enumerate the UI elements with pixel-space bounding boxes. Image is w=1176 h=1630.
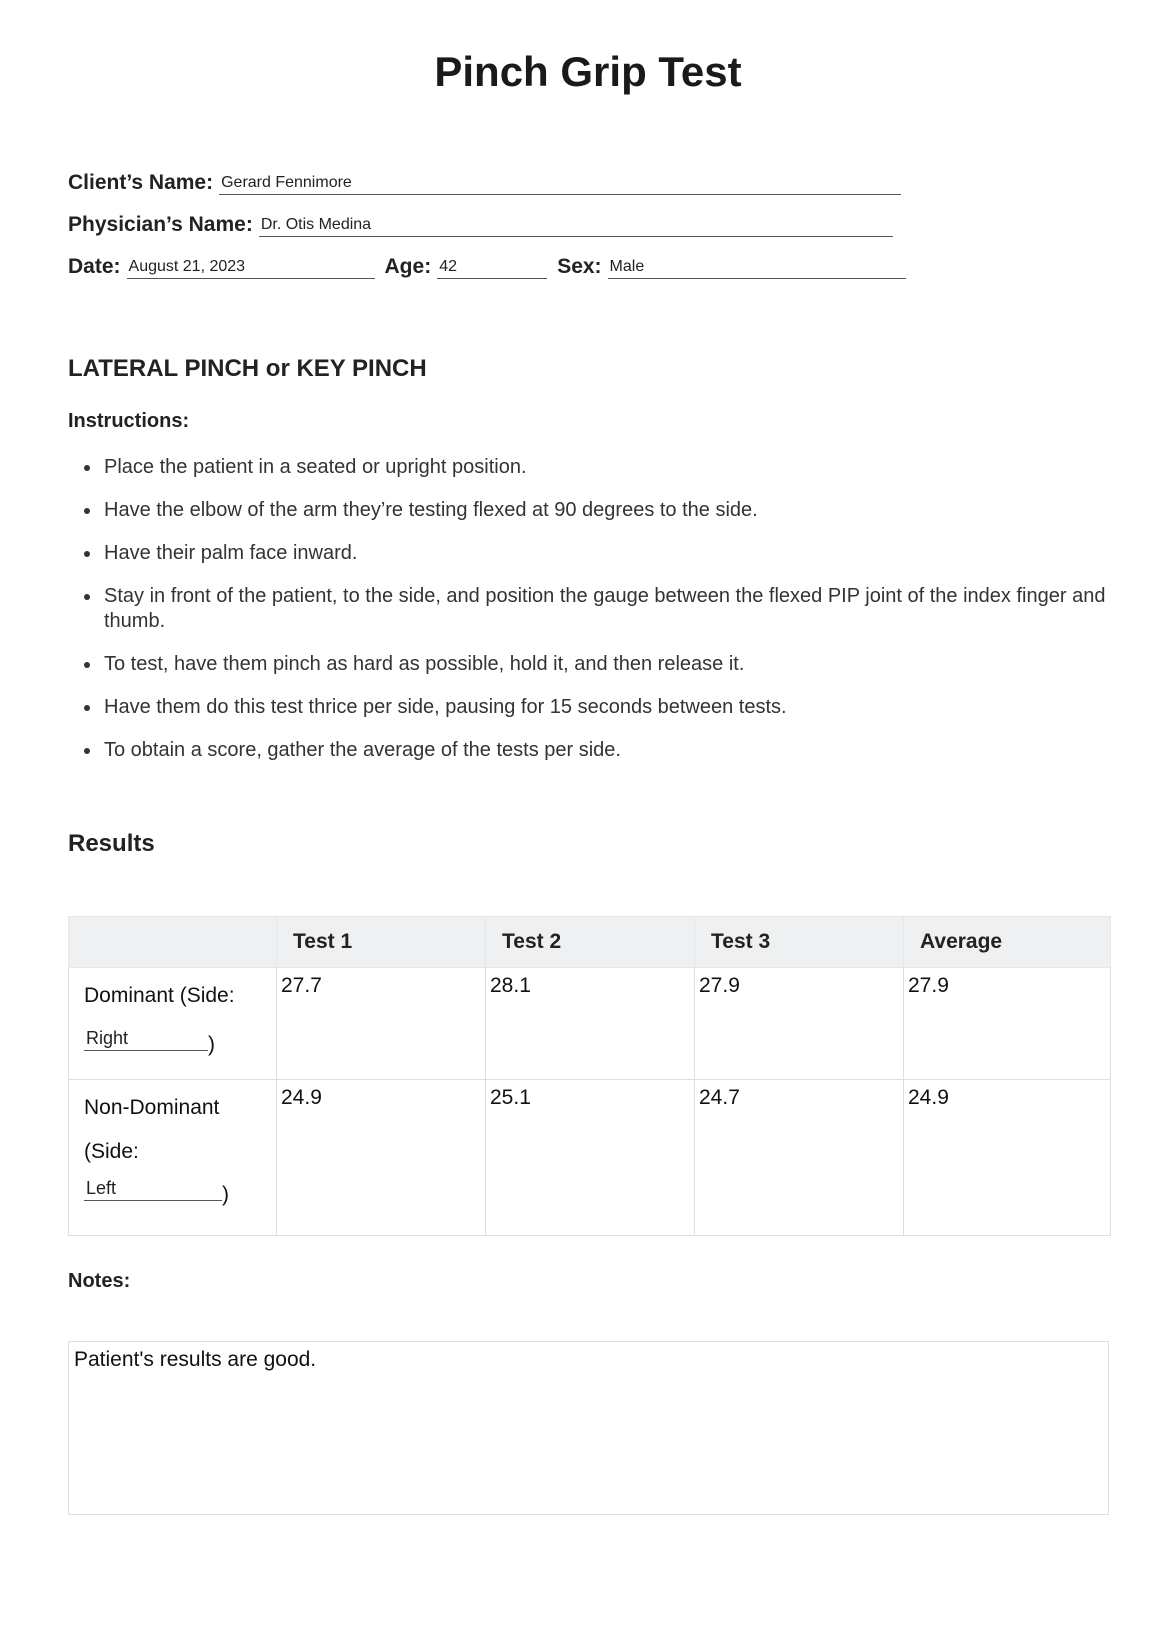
date-field[interactable] (127, 254, 375, 279)
dominant-test1-cell[interactable]: 27.7 (277, 968, 486, 1080)
instructions-label: Instructions: (68, 410, 190, 432)
client-name-value: Gerard Fennimore (221, 174, 352, 191)
non-dominant-close-paren: ) (222, 1183, 229, 1206)
date-age-sex-row (68, 254, 916, 279)
section-title: LATERAL PINCH or KEY PINCH (68, 355, 427, 382)
instruction-item: • Have their palm face inward. (102, 541, 1122, 566)
instruction-item: • Stay in front of the patient, to the side, and position the gauge between the flexed PIP joint of the index finger and thumb. (102, 584, 1122, 634)
physician-name-field[interactable] (259, 212, 893, 237)
dominant-average-cell[interactable]: 27.9 (904, 968, 1111, 1080)
non-dominant-test2-cell[interactable]: 25.1 (486, 1080, 695, 1236)
results-table (68, 916, 1111, 1236)
instruction-item: • Have the elbow of the arm they’re testing flexed at 90 degrees to the side. (102, 498, 1122, 523)
table-row-dominant (69, 968, 1111, 1080)
table-header-row (69, 917, 1111, 968)
non-dominant-test1-cell[interactable]: 24.9 (277, 1080, 486, 1236)
dominant-label: Dominant (Side: (84, 984, 235, 1007)
non-dominant-test3-cell[interactable]: 24.7 (695, 1080, 904, 1236)
instruction-item: • Have them do this test thrice per side, pausing for 15 seconds between tests. (102, 695, 1122, 720)
page-title: Pinch Grip Test (434, 48, 742, 95)
dominant-test2-cell[interactable]: 28.1 (486, 968, 695, 1080)
instruction-item: • To test, have them pinch as hard as possible, hold it, and then release it. (102, 652, 1122, 677)
sex-label: Sex: (557, 255, 602, 278)
non-dominant-side-value: Left (86, 1178, 117, 1198)
client-name-field[interactable] (219, 170, 901, 195)
table-row-non-dominant (69, 1080, 1111, 1236)
instruction-item: • Place the patient in a seated or upright position. (102, 455, 1122, 480)
notes-box[interactable] (68, 1341, 1109, 1515)
header-cell-test2: Test 2 (486, 917, 695, 968)
results-title: Results (68, 830, 155, 857)
instructions-list (68, 455, 1122, 781)
notes-label: Notes: (68, 1270, 131, 1292)
physician-name-value: Dr. Otis Medina (260, 216, 372, 233)
dominant-side-value: Right (86, 1028, 129, 1048)
age-label: Age: (384, 255, 432, 278)
physician-name-row (68, 212, 903, 237)
header-cell-average: Average (904, 917, 1111, 968)
date-label: Date: (68, 255, 121, 278)
date-value: August 21, 2023 (128, 258, 246, 275)
client-name-label: Client’s Name: (68, 171, 214, 194)
notes-text: Patient's results are good. (74, 1348, 317, 1371)
header-cell-test3: Test 3 (695, 917, 904, 968)
physician-name-label: Physician’s Name: (68, 213, 253, 236)
sex-value: Male (609, 258, 645, 275)
non-dominant-side-cell (69, 1080, 277, 1236)
dominant-test3-cell[interactable]: 27.9 (695, 968, 904, 1080)
non-dominant-label-line1: Non-Dominant (84, 1096, 220, 1119)
instruction-item: • To obtain a score, gather the average of the tests per side. (102, 738, 1122, 763)
dominant-side-cell (69, 968, 277, 1080)
client-name-row (68, 170, 911, 195)
dominant-side-field[interactable] (84, 1028, 208, 1051)
non-dominant-average-cell[interactable]: 24.9 (904, 1080, 1111, 1236)
non-dominant-label-line2: (Side: (84, 1140, 139, 1163)
header-cell-empty (69, 917, 277, 968)
age-field[interactable] (437, 254, 547, 279)
sex-field[interactable] (608, 254, 906, 279)
non-dominant-side-field[interactable] (84, 1178, 222, 1201)
age-value: 42 (439, 258, 457, 275)
dominant-close-paren: ) (208, 1033, 215, 1056)
header-cell-test1: Test 1 (277, 917, 486, 968)
